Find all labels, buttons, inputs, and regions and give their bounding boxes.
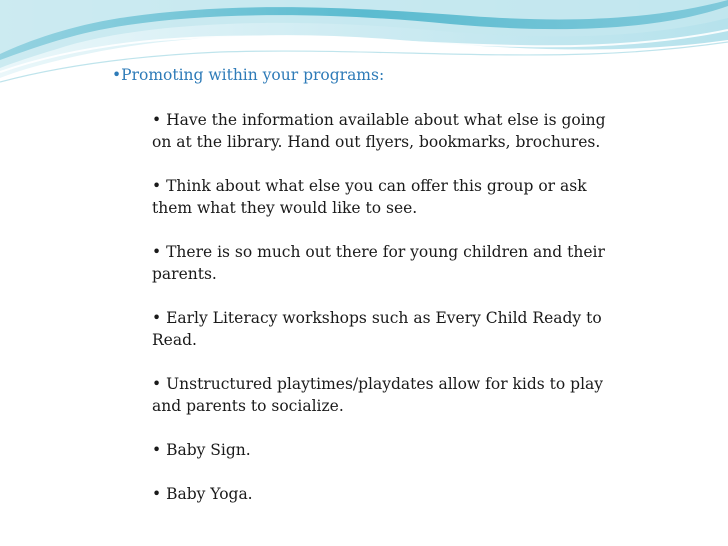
list-item: • Baby Yoga. (152, 485, 253, 503)
list-item: • There is so much out there for young children and their parents. (152, 243, 605, 283)
list-item: • Baby Sign. (152, 441, 251, 459)
list-item: • Think about what else you can offer this group or ask them what they would like to see. (152, 177, 587, 217)
list-item: • Early Literacy workshops such as Every Child Ready to Read. (152, 309, 602, 349)
list-item: • Have the information available about what else is going on at the library. Hand out flyers, bookmarks, brochures. (152, 111, 606, 151)
section-heading: •Promoting within your programs: (112, 66, 385, 84)
bullet-list (152, 109, 622, 527)
list-item: • Unstructured playtimes/playdates allow for kids to play and parents to socialize. (152, 375, 604, 415)
